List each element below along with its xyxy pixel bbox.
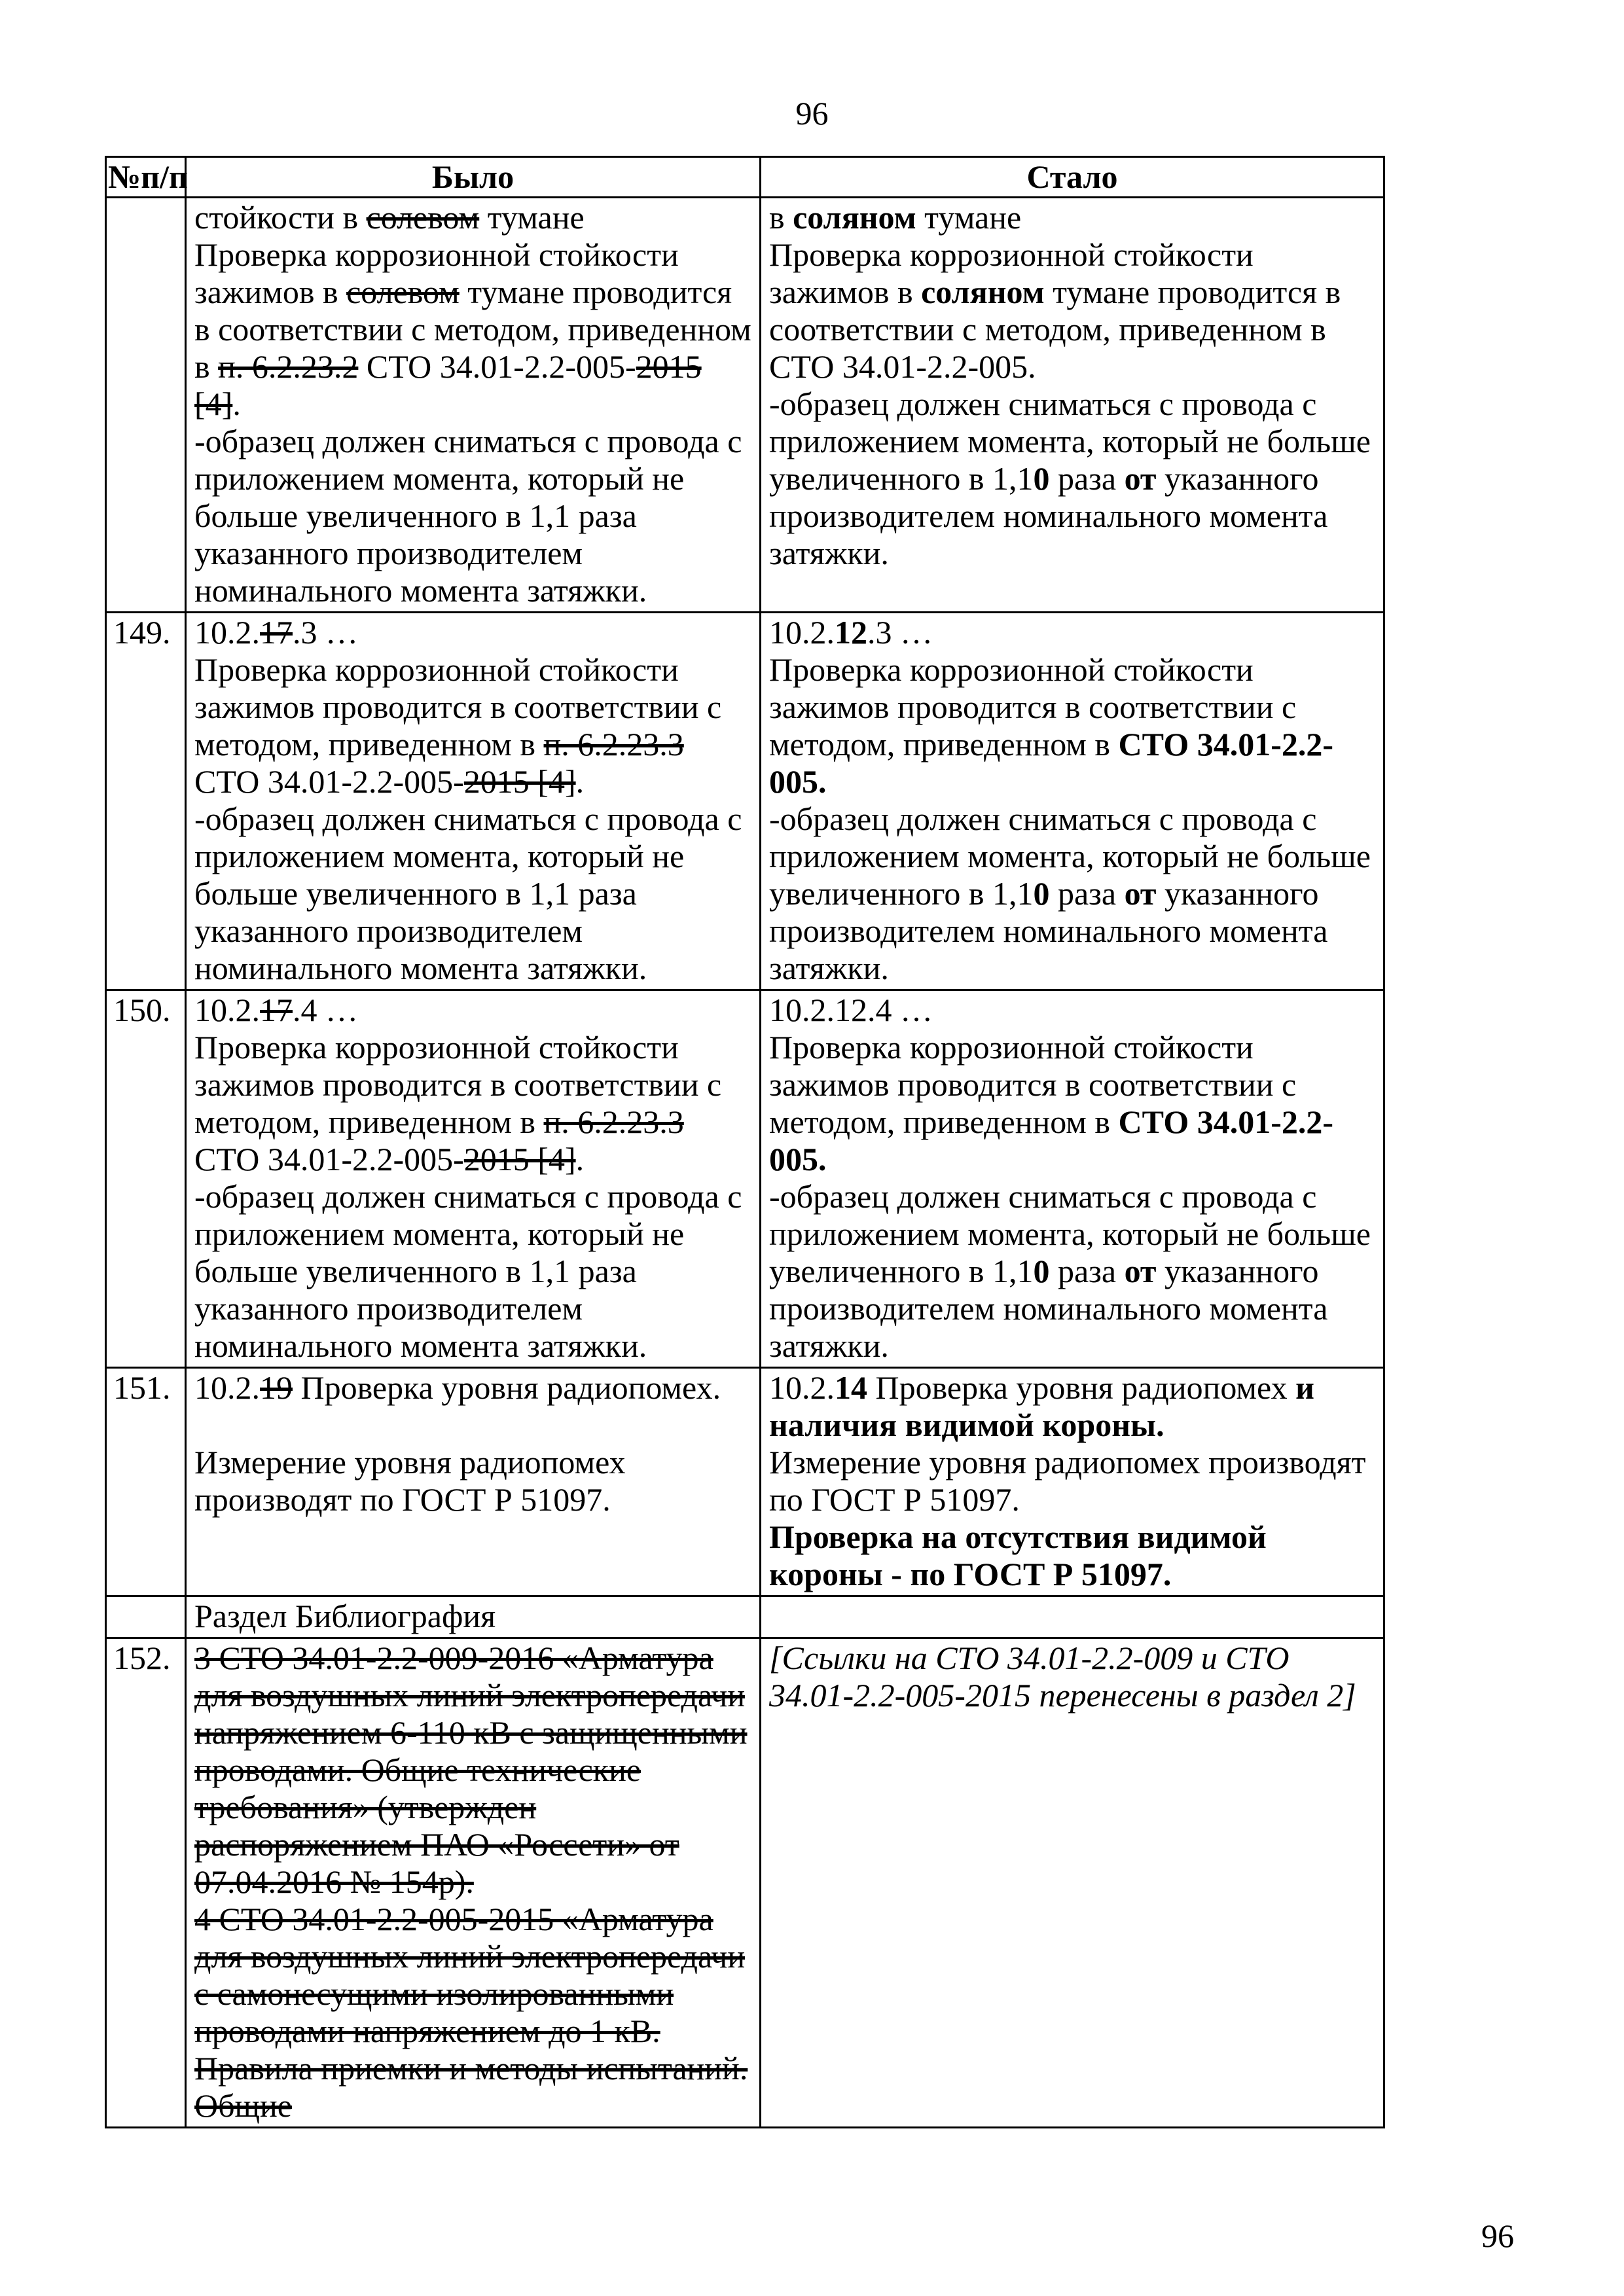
paragraph: [769, 199, 1375, 236]
paragraph: [194, 199, 751, 236]
was-cell: [186, 1596, 761, 1638]
column-header-became: Стало: [761, 157, 1384, 198]
text-run: от: [1124, 875, 1157, 912]
row-number-cell: 152.: [106, 1638, 186, 2128]
text-run: 2015 [4]: [463, 763, 576, 800]
text-run: от: [1124, 1253, 1157, 1289]
paragraph: [194, 1029, 751, 1178]
page-number-bottom: 96: [1481, 2217, 1514, 2254]
paragraph: [194, 992, 751, 1029]
text-run: указанного производителем номинального момента затяжки.: [769, 1253, 1328, 1364]
became-cell: [761, 613, 1384, 990]
table-row: [106, 990, 1384, 1368]
table-row: [106, 198, 1384, 613]
was-cell: [186, 1368, 761, 1596]
text-run: Проверка коррозионной стойкости зажимов проводится в соответствии с методом, приведенном в: [769, 1029, 1297, 1140]
text-run: раза: [1049, 460, 1125, 497]
paragraph: [194, 651, 751, 800]
text-run: в: [769, 199, 793, 236]
text-run: Проверка коррозионной стойкости зажимов в: [194, 236, 679, 310]
column-header-was: Было: [186, 157, 761, 198]
text-run: 0: [1033, 875, 1050, 912]
text-run: 2015 [4]: [463, 1141, 576, 1177]
text-run: Проверка коррозионной стойкости зажимов проводится в соответствии с методом, приведенном в: [769, 651, 1297, 762]
text-run: 10.2.: [194, 1369, 260, 1406]
text-run: тумане проводится в соответствии с методом, приведенном в: [194, 274, 751, 385]
paragraph: [769, 236, 1375, 386]
paragraph: [769, 651, 1375, 800]
text-run: -образец должен сниматься с провода с приложением момента, который не больше увеличенного в 1,1 раза указанного производителем номинального момента затяжки.: [194, 1178, 742, 1364]
text-run: .: [575, 763, 585, 800]
text-run: стойкости в: [194, 199, 367, 236]
table-row: [106, 613, 1384, 990]
text-run: 4 СТО 34.01-2.2-005-2015 «Арматура для воздушных линий электропередачи с самонесущими изолированными проводами напряжением до 1 кВ. Правила приемки и методы испытаний. Общие: [194, 1901, 748, 2124]
became-cell: [761, 198, 1384, 613]
paragraph: [194, 1640, 751, 1901]
text-run: 12: [835, 614, 867, 651]
text-run: Измерение уровня радиопомех производят по ГОСТ Р 51097.: [194, 1444, 626, 1518]
text-run: -образец должен сниматься с провода с приложением момента, который не больше увеличенного в 1,1 раза указанного производителем номинального момента затяжки.: [194, 800, 742, 986]
text-run: 2015 [4]: [194, 348, 702, 422]
was-cell: [186, 1638, 761, 2128]
paragraph: [769, 386, 1375, 572]
text-run: Проверка коррозионной стойкости зажимов проводится в соответствии с методом, приведенном в: [194, 651, 722, 762]
text-run: СТО 34.01-2.2-005.: [769, 726, 1334, 800]
text-run: п. 6.2.23.3: [543, 726, 684, 762]
table-row: [106, 1368, 1384, 1596]
text-run: СТО 34.01-2.2-005-: [194, 763, 464, 800]
text-run: -образец должен сниматься с провода с приложением момента, который не больше увеличенного в 1,1: [769, 1178, 1371, 1289]
row-number-cell: 149.: [106, 613, 186, 990]
paragraph: [769, 1029, 1375, 1178]
text-run: Проверка уровня радиопомех: [867, 1369, 1296, 1406]
row-number-cell: [106, 1596, 186, 1638]
paragraph: [769, 614, 1375, 651]
text-run: 10.2.12.4 …: [769, 992, 933, 1028]
text-run: 10.2.: [194, 992, 260, 1028]
text-run: Раздел Библиография: [194, 1598, 496, 1634]
text-run: Проверка коррозионной стойкости зажимов проводится в соответствии с методом, приведенном в: [194, 1029, 722, 1140]
paragraph: [769, 992, 1375, 1029]
text-run: Проверка уровня радиопомех.: [293, 1369, 721, 1406]
paragraph: [769, 1444, 1375, 1518]
paragraph: [769, 1178, 1375, 1365]
paragraph: [769, 1518, 1375, 1593]
page-number-top: 96: [795, 95, 829, 132]
text-run: .: [575, 1141, 585, 1177]
paragraph: [194, 614, 751, 651]
text-run: соляном: [793, 199, 916, 236]
became-cell: [761, 1638, 1384, 2128]
text-run: -образец должен сниматься с провода с приложением момента, который не больше увеличенного в 1,1 раза указанного производителем номинального момента затяжки.: [194, 423, 742, 609]
text-run: -образец должен сниматься с провода с приложением момента, который не больше увеличенного в 1,1: [769, 386, 1371, 497]
text-run: п. 6.2.23.3: [543, 1103, 684, 1140]
paragraph: [769, 800, 1375, 987]
table-header-row: [106, 157, 1384, 198]
text-run: .: [232, 386, 241, 422]
text-run: Проверка на отсутствия видимой короны - по ГОСТ Р 51097.: [769, 1518, 1267, 1592]
text-run: тумане: [479, 199, 585, 236]
text-run: 17: [260, 992, 293, 1028]
text-run: СТО 34.01-2.2-005.: [769, 1103, 1334, 1177]
text-run: тумане: [916, 199, 1022, 236]
text-run: -образец должен сниматься с провода с приложением момента, который не больше увеличенного в 1,1: [769, 800, 1371, 912]
paragraph: [194, 1444, 751, 1518]
text-run: 17: [260, 614, 293, 651]
became-cell: [761, 990, 1384, 1368]
comparison-table: [105, 156, 1385, 2128]
paragraph: [194, 1407, 751, 1444]
text-run: 3 СТО 34.01-2.2-009-2016 «Арматура для воздушных линий электропередачи напряжением 6-110 кВ с защищенными проводами. Общие технические требования» (утвержден распоряжением ПАО «Россети» от 07.04.2016 № 154р).: [194, 1640, 748, 1900]
text-run: солевом: [366, 199, 480, 236]
text-run: 10.2.: [194, 614, 260, 651]
row-number-cell: 151.: [106, 1368, 186, 1596]
column-header-num: №п/п: [106, 157, 186, 198]
paragraph: [194, 1598, 751, 1635]
was-cell: [186, 198, 761, 613]
text-run: 19: [260, 1369, 293, 1406]
paragraph: [194, 1369, 751, 1407]
text-run: .3 …: [293, 614, 358, 651]
text-run: 10.2.: [769, 614, 835, 651]
text-run: 14: [835, 1369, 867, 1406]
text-run: [Ссылки на СТО 34.01-2.2-009 и СТО 34.01-2.2-005-2015 перенесены в раздел 2]: [769, 1640, 1356, 1713]
text-run: солевом: [346, 274, 460, 310]
table-row: [106, 1638, 1384, 2128]
became-cell: [761, 1596, 1384, 1638]
text-run: Проверка коррозионной стойкости зажимов в: [769, 236, 1254, 310]
text-run: тумане проводится в соответствии с методом, приведенном в СТО 34.01-2.2-005.: [769, 274, 1341, 385]
text-run: Измерение уровня радиопомех производят по ГОСТ Р 51097.: [769, 1444, 1366, 1518]
paragraph: [194, 1178, 751, 1365]
paragraph: [194, 800, 751, 987]
paragraph: [194, 1901, 751, 2125]
was-cell: [186, 613, 761, 990]
row-number-cell: [106, 198, 186, 613]
text-run: 0: [1033, 1253, 1050, 1289]
text-run: .4 …: [293, 992, 358, 1028]
row-number-cell: 150.: [106, 990, 186, 1368]
text-run: .3 …: [867, 614, 933, 651]
text-run: 0: [1033, 460, 1050, 497]
paragraph: [769, 1640, 1375, 1714]
became-cell: [761, 1368, 1384, 1596]
text-run: раза: [1049, 875, 1125, 912]
text-run: соляном: [921, 274, 1045, 310]
text-run: от: [1124, 460, 1157, 497]
text-run: указанного производителем номинального момента затяжки.: [769, 460, 1328, 571]
text-run: СТО 34.01-2.2-005-: [194, 1141, 464, 1177]
text-run: СТО 34.01-2.2-005-: [358, 348, 636, 385]
paragraph: [769, 1369, 1375, 1444]
text-run: раза: [1049, 1253, 1125, 1289]
paragraph: [194, 423, 751, 609]
text-run: указанного производителем номинального момента затяжки.: [769, 875, 1328, 986]
was-cell: [186, 990, 761, 1368]
text-run: п. 6.2.23.2: [218, 348, 359, 385]
table-row: [106, 1596, 1384, 1638]
table-body: [106, 198, 1384, 2128]
paragraph: [194, 236, 751, 423]
text-run: и наличия видимой короны.: [769, 1369, 1314, 1443]
text-run: 10.2.: [769, 1369, 835, 1406]
